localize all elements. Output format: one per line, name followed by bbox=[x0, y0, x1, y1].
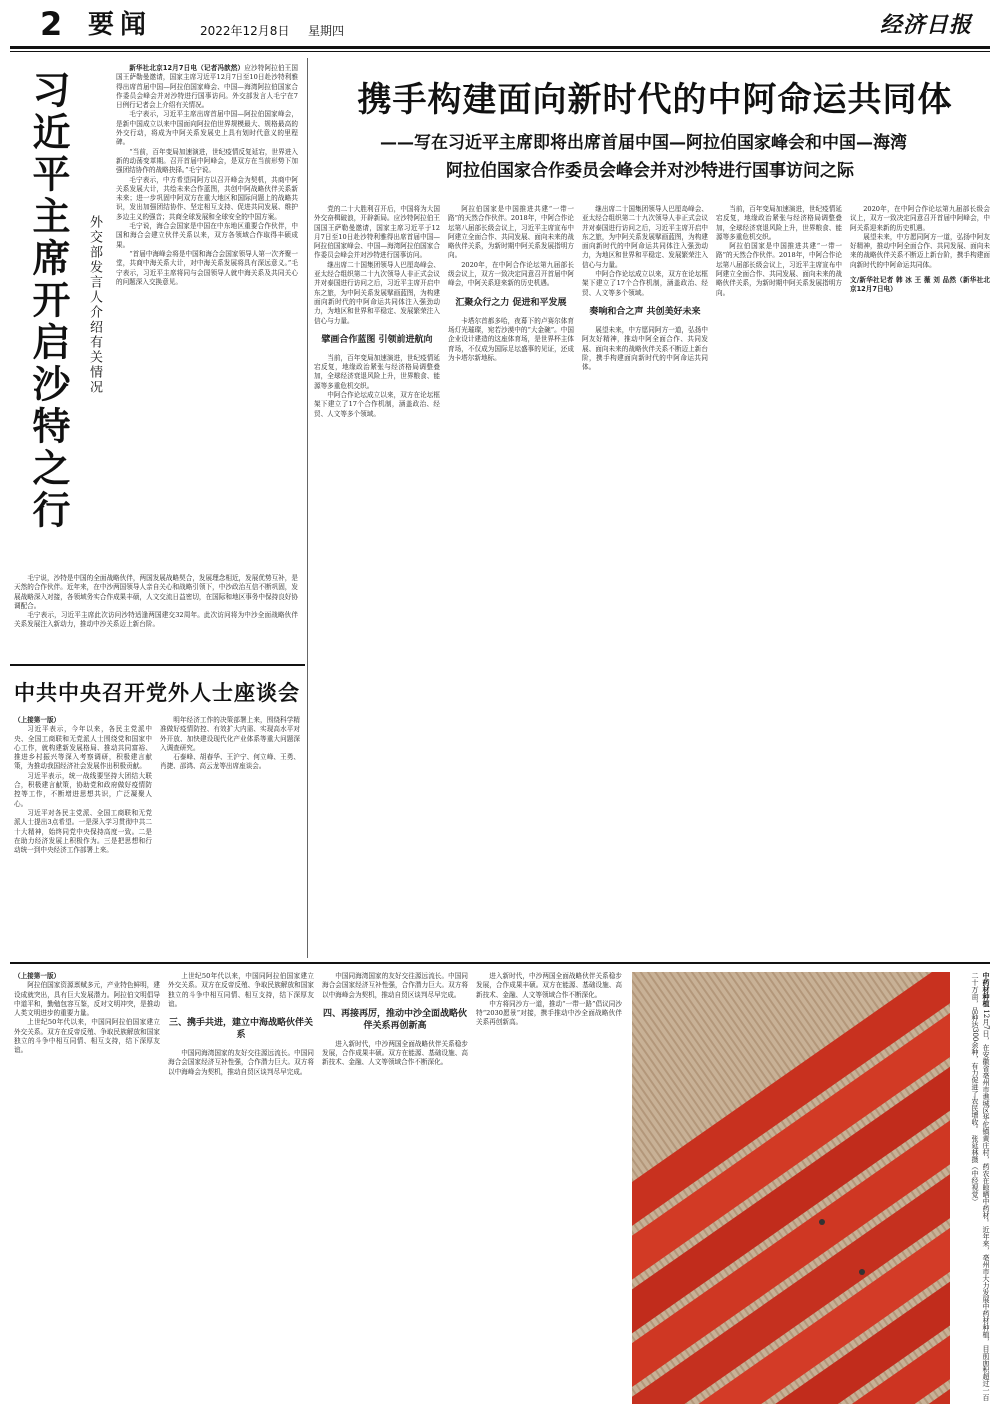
column-divider bbox=[307, 58, 308, 958]
masthead-rule bbox=[10, 46, 990, 49]
photo-caption-title: 中药材种植 bbox=[982, 972, 990, 1007]
article-d-col2 bbox=[168, 972, 314, 1407]
article-c-para: 2020年，在中阿合作论坛第九届部长级会议上，双方一致决定同意召开首届中阿峰会，中阿关系迎来新的历史机遇。 bbox=[448, 260, 574, 288]
article-d-col4 bbox=[476, 972, 622, 1407]
article-b-para: 石泰峰、胡春华、王沪宁、何立峰、王勇、肖捷、邵鸿、高云龙等出席座谈会。 bbox=[160, 753, 300, 771]
feature-photo bbox=[632, 972, 950, 1404]
article-b-cont-note: （上接第一版） bbox=[14, 716, 61, 724]
article-a-para: “首届中海峰会将是中国和海合会国家领导人第一次齐聚一堂，共商中海关系大计，对中海关系发展将具有深远意义。”毛宁表示，习近平主席将同与会国领导人就中海关系及共同关心的问题深入交换意见。 bbox=[116, 249, 298, 286]
masthead-rule-thin bbox=[10, 51, 990, 52]
article-d-para: 进入新时代，中沙两国全面战略伙伴关系稳步发展，合作成果丰硕。双方在能源、基础设施、高新技术、金融、人文等领域合作不断深化。 bbox=[322, 1039, 468, 1067]
article-c-para: 展望未来，中方愿同阿方一道，弘扬中阿友好精神，推动中阿全面合作、共同发展、面向未来的战略伙伴关系不断迈上新台阶，携手构建面向新时代的中阿命运共同体。 bbox=[582, 325, 708, 372]
article-b-body-col2 bbox=[160, 716, 300, 946]
article-a-subtitle: 外交部发言人介绍有关情况 bbox=[87, 215, 102, 395]
article-d-para: 进入新时代，中沙两国全面战略伙伴关系稳步发展，合作成果丰硕。双方在能源、基础设施、高新技术、金融、人文等领域合作不断深化。 bbox=[476, 972, 622, 999]
article-c-subtitle-1: ——写在习近平主席即将出席首届中国—阿拉伯国家峰会和中国—海湾 bbox=[380, 133, 907, 153]
article-a-para: 毛宁说，沙特是中国的全面战略伙伴，两国发展战略契合，发展理念相近，发展优势互补，是天然的合作伙伴。近年来，在中沙两国领导人亲自关心和战略引领下，中沙政治互信不断巩固，发展战略深入对接，各领域务实合作成果丰硕，人文交流日益密切，在国际和地区事务中保持良好协调配合。 bbox=[14, 574, 298, 610]
article-c-subtitle-2: 阿拉伯国家合作委员会峰会并对沙特进行国事访问之际 bbox=[446, 161, 854, 181]
article-a-body-wide bbox=[14, 574, 298, 654]
article-c-para: 2020年，在中阿合作论坛第九届部长级会议上，双方一致决定同意召开首届中阿峰会，中阿关系迎来新的历史机遇。 bbox=[850, 205, 990, 232]
article-c-para: 当前，百年变局加速演进，世纪疫情延宕反复，地缘政治紧张与经济格局调整叠加，全球经济衰退风险上升，世界粮食、能源等多重危机交织。 bbox=[716, 205, 842, 241]
article-c-para: 当前，百年变局加速演进，世纪疫情延宕反复，地缘政治紧张与经济格局调整叠加，全球经济衰退风险上升，世界粮食、能源等多重危机交织。 bbox=[314, 353, 440, 390]
drying-field-photo bbox=[632, 972, 950, 1404]
article-b-para: 习近平对各民主党派、全国工商联和无党派人士提出3点希望。一是深入学习贯彻中共二十大精神，始终同党中央保持高度一致。二是在助力经济发展上积极作为。三是把思想和行动统一到中央经济工作部署上来。 bbox=[14, 808, 152, 855]
issue-weekday: 星期四 bbox=[308, 24, 345, 38]
article-d-section-head: 三、携手共进，建立中海战略伙伴关系 bbox=[168, 1018, 313, 1041]
article-d-cont-note: （上接第一版） bbox=[14, 972, 61, 980]
article-c-col1 bbox=[314, 205, 440, 955]
article-a-para: “当前，百年变局加速演进，世纪疫情反复延宕，世界进入新的动荡变革期。召开首届中阿峰会，是双方在当前形势下加强团结协作的战略抉择。”毛宁说。 bbox=[116, 147, 298, 175]
article-c-col2 bbox=[448, 205, 574, 955]
article-a-para: 毛宁表示，习近平主席出席首届中国—阿拉伯国家峰会，是新中国成立以来中国面向阿拉伯世界规模最大、规格最高的外交行动，将成为中阿关系发展史上具有划时代意义的里程碑。 bbox=[116, 110, 298, 147]
article-d-para: 中国同海湾国家的友好交往源远流长。中国同海合会国家经济互补性强，合作潜力巨大。双方将以中海峰会为契机，推动自贸区谈判尽早完成。 bbox=[168, 1049, 314, 1076]
article-c-col4 bbox=[716, 205, 842, 955]
article-a-body: 新华社北京12月7日电（记者冯歆然）应沙特阿拉伯王国国王萨勒曼邀请，国家主席习近平12月7日至10日赴沙特利雅得出席首届中国—阿拉伯国家峰会、中国—海湾阿拉伯国家合作委员会峰会并对沙特进行国事访问。外交部发言人毛宁在7日例行记者会上介绍有关情况。 毛宁表示，习近平主席出席首届中国—阿拉伯国家峰会，是新中国成立以来中国面向阿拉伯世界规模最大、规格最高的外交行动，将成为中阿关系发展史上具有划时代意义的里程碑。 “当前，百年变局加速演进，世纪疫情反复延宕，世界进入新的动荡变革期。召开首届中阿峰会，是双方在当前形势下加强团结协作的战略抉择。”毛宁说。 毛宁表示，中方希望同阿方以召开峰会为契机，共商中阿关系发展大计，共绘未来合作蓝图，共创中阿战略伙伴关系新未来；进一步巩固中阿双方在重大地区和国际问题上的战略共识，发出加强团结协作、坚定相互支持、促进共同发展、维护多边主义的强音；共商全球发展和全球安全的中国方案。 毛宁说，海合会国家是中国在中东地区重要合作伙伴，中国和海合会建立伙伴关系以来，双方各领域合作取得丰硕成果。 “首届中海峰会将是中国和海合会国家领导人第一次齐聚一堂，共商中海关系大计，对中海关系发展将具有深远意义。”毛宁表示，习近平主席将同与会国领导人就中海关系及共同关心的问题深入交换意见。 bbox=[116, 64, 298, 286]
article-c-para: 阿拉伯国家是中国推进共建“一带一路”的天然合作伙伴。2018年，中阿合作论坛第八届部长级会议上，习近平主席宣布中阿建立全面合作、共同发展、面向未来的战略伙伴关系，为新时期中阿关系发展指明方向。 bbox=[448, 205, 574, 260]
divider bbox=[10, 664, 305, 666]
article-d-para: 上世纪50年代以来，中国同阿拉伯国家建立外交关系。双方在反帝反殖、争取民族解放和国家独立的斗争中相互同情、相互支持，结下深厚友谊。 bbox=[14, 1018, 160, 1055]
article-c-byline: 文/新华社记者 韩 冰 王 薇 刘 品然（新华社北京12月7日电） bbox=[850, 276, 990, 294]
masthead bbox=[0, 0, 1000, 48]
article-c-para: 中阿合作论坛成立以来，双方在论坛框架下建立了17个合作机制，涵盖政治、经贸、人文等多个领域。 bbox=[314, 391, 440, 418]
article-d-col1 bbox=[14, 972, 160, 1407]
article-c-para: 卡塔尔首都多哈，夜幕下的卢赛尔体育场灯光璀璨，宛若沙漠中的“大金碗”。中国企业设计建造的这座体育场，是世界杯主体育场，不仅成为国际足坛盛事的见证，还成为卡塔尔新地标。 bbox=[448, 316, 574, 362]
article-c-title: 携手构建面向新时代的中阿命运共同体 bbox=[357, 80, 953, 120]
article-b-para: 明年经济工作的决策部署上来，围绕科学精准做好疫情防控、有效扩大内需、实现高水平对外开放、加快建设现代化产业体系等重大问题深入调查研究。 bbox=[160, 716, 300, 752]
article-c-col5 bbox=[850, 205, 990, 955]
article-c-para: 阿拉伯国家是中国推进共建“一带一路”的天然合作伙伴。2018年，中阿合作论坛第八届部长级会议上，习近平主席宣布中阿建立全面合作、共同发展、面向未来的战略伙伴关系，为新时期中阿关系发展指明方向。 bbox=[716, 242, 842, 297]
article-b-body bbox=[14, 716, 152, 946]
article-d-para: 阿拉伯国家资源禀赋多元，产业特色鲜明，建设成就突出，具有巨大发展潜力。阿拉伯文明倡导中道平和，勤勉包容互鉴，反对文明冲突，是推动人类文明进步的重要力量。 bbox=[14, 981, 160, 1018]
article-d-section-head: 四、再接再厉，推动中沙全面战略伙伴关系再创新高 bbox=[322, 1008, 467, 1031]
article-a-title: 习近平主席开启沙特之行 bbox=[26, 70, 70, 532]
article-c-para: 党的二十大胜利召开后，中国将为大国外交奋楫破浪，开辟新局。应沙特阿拉伯王国国王萨勒曼邀请，国家主席习近平于12月7日至10日赴沙特利雅得出席首届中国—阿拉伯国家峰会、中国—海湾阿拉伯国家合作委员会峰会并对沙特进行国事访问。 bbox=[314, 205, 440, 260]
article-a-para: 毛宁表示，习近平主席此次访问沙特适逢两国建交32周年。此次访问将为中沙全面战略伙伴关系发展注入新动力，推动中沙关系迈上新台阶。 bbox=[14, 611, 298, 629]
paper-logo: 经济日报 bbox=[880, 12, 973, 38]
article-a-para: 毛宁表示，中方希望同阿方以召开峰会为契机，共商中阿关系发展大计，共绘未来合作蓝图，共创中阿战略伙伴关系新未来；进一步巩固中阿双方在重大地区和国际问题上的战略共识，发出加强团结协作、坚定相互支持、促进共同发展、维护多边主义的强音；共商全球发展和全球安全的中国方案。 bbox=[116, 175, 298, 221]
article-b-para: 习近平表示，统一战线要坚持大团结大联合，积极建言献策，协助党和政府做好疫情防控等工作，不断增进思想共识，广泛凝聚人心。 bbox=[14, 771, 152, 808]
article-b-title: 中共中央召开党外人士座谈会 bbox=[14, 681, 300, 705]
issue-date: 2022年12月8日 bbox=[200, 24, 290, 38]
article-c-col3 bbox=[582, 205, 708, 955]
article-c-para: 继出席二十国集团领导人巴厘岛峰会、亚太经合组织第二十九次领导人非正式会议并对泰国进行访问之后，习近平主席开启中东之旅，为中阿关系发展擘画蓝图，为构建面向新时代的中阿命运共同体注入强劲动力，为地区和世界和平稳定、发展繁荣注入信心与力量。 bbox=[582, 205, 708, 269]
article-c-para: 展望未来，中方愿同阿方一道，弘扬中阿友好精神，推动中阿全面合作、共同发展、面向未来的战略伙伴关系不断迈上新台阶，携手构建面向新时代的中阿命运共同体。 bbox=[850, 232, 990, 269]
article-d-para: 上世纪50年代以来，中国同阿拉伯国家建立外交关系。双方在反帝反殖、争取民族解放和国家独立的斗争中相互同情、相互支持，结下深厚友谊。 bbox=[168, 972, 314, 1008]
article-b-para: 习近平表示，今年以来，各民主党派中央、全国工商联和无党派人士围绕党和国家中心工作，就构建新发展格局、推动共同富裕、推进乡村振兴等深入考察调研，积极建言献策，为推动我国经济社会发展作出积极贡献。 bbox=[14, 725, 152, 771]
article-c-section-head: 汇聚众行之力 促进和平发展 bbox=[455, 297, 567, 308]
article-d-para: 中国同海湾国家的友好交往源远流长。中国同海合会国家经济互补性强，合作潜力巨大。双方将以中海峰会为契机，推动自贸区谈判尽早完成。 bbox=[322, 972, 468, 999]
article-c-section-head: 奏响和合之声 共创美好未来 bbox=[589, 306, 701, 317]
article-d-para: 中方将同沙方一道，推动“一带一路”倡议同沙特“2030愿景”对接，携手推动中沙全面战略伙伴关系再创新高。 bbox=[476, 999, 622, 1027]
photo-caption-text: 12月7日，在安徽省亳州市谯城区华佗镇黄庄村，药农在晾晒中药材。近年来，亳州市大力发展中药材种植，目前面积超过一百二十万亩，品种达300余种，有力促进了农民增收。 bbox=[971, 972, 990, 1401]
article-c-para: 中阿合作论坛成立以来，双方在论坛框架下建立了17个合作机制，涵盖政治、经贸、人文等多个领域。 bbox=[582, 270, 708, 297]
article-a-dateline: 新华社北京12月7日电（记者冯歆然） bbox=[129, 64, 245, 72]
photo-credit: 张延林摄（中经视觉） bbox=[971, 1134, 979, 1205]
article-d-col3 bbox=[322, 972, 468, 1407]
article-c-para: 继出席二十国集团领导人巴厘岛峰会、亚太经合组织第二十九次领导人非正式会议并对泰国进行访问之后，习近平主席开启中东之旅，为中阿关系发展擘画蓝图，为构建面向新时代的中阿命运共同体注入强劲动力，为地区和世界和平稳定、发展繁荣注入信心与力量。 bbox=[314, 260, 440, 325]
article-a-para: 毛宁说，海合会国家是中国在中东地区重要合作伙伴，中国和海合会建立伙伴关系以来，双方各领域合作取得丰硕成果。 bbox=[116, 222, 298, 249]
section-name: 要闻 bbox=[88, 10, 153, 40]
article-c-section-head: 擘画合作蓝图 引领前进航向 bbox=[321, 334, 433, 345]
divider bbox=[10, 962, 990, 964]
photo-caption bbox=[955, 972, 991, 1404]
page-number: 2 bbox=[40, 5, 63, 43]
